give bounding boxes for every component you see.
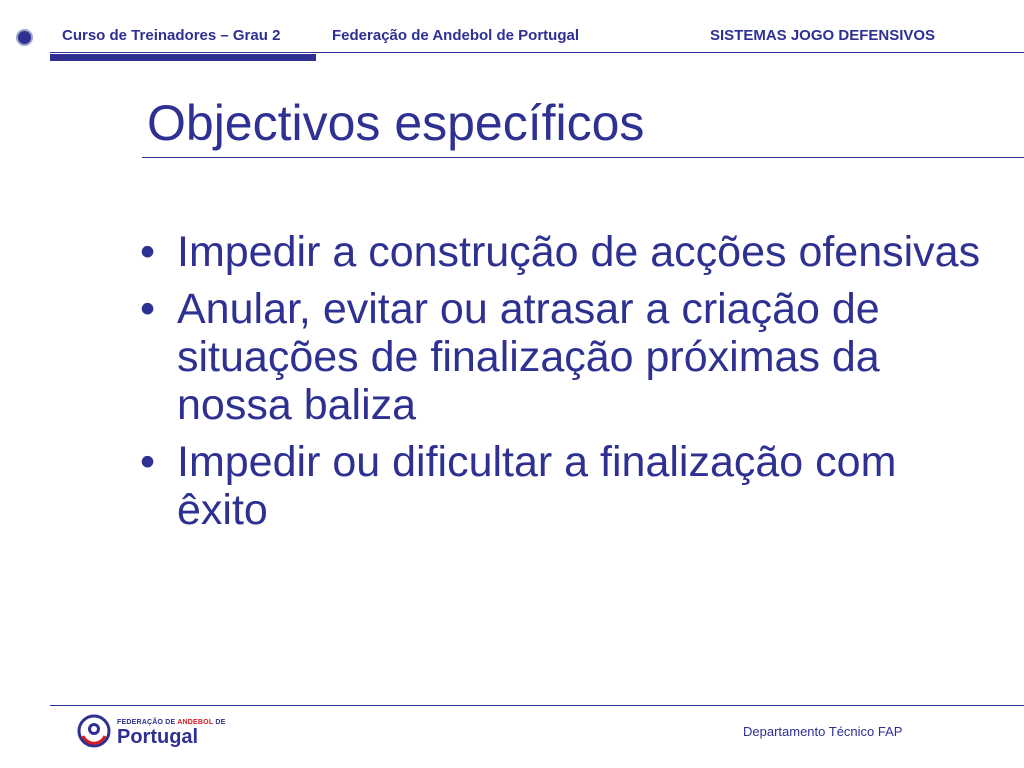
- header-course: Curso de Treinadores – Grau 2: [62, 27, 281, 44]
- bullet-icon: •: [140, 438, 156, 486]
- bullet-text: Impedir a construção de acções ofensivas: [177, 228, 981, 276]
- bullet-text: Anular, evitar ou atrasar a criação de situações de finalização próximas da nossa baliza: [177, 285, 880, 429]
- bullet-icon: •: [140, 228, 156, 276]
- department-label: Departamento Técnico FAP: [743, 724, 903, 739]
- footer-divider: [50, 705, 1024, 706]
- list-item: [137, 438, 997, 534]
- list-item: [137, 285, 997, 429]
- header-federation: Federação de Andebol de Portugal: [332, 27, 579, 44]
- title-divider: [142, 157, 1024, 158]
- logo-caption: FEDERAÇÃO DE ANDEBOL DE: [117, 719, 226, 726]
- header-topic: SISTEMAS JOGO DEFENSIVOS: [710, 27, 936, 44]
- header-divider: [50, 52, 1024, 53]
- bullet-list: [137, 228, 997, 543]
- bullet-dot-icon: [16, 29, 33, 46]
- logo-wordmark: Portugal: [117, 726, 199, 748]
- handball-emblem-icon: [77, 714, 111, 748]
- bullet-text: Impedir ou dificultar a finalização com êxito: [177, 438, 897, 534]
- federation-logo: [77, 712, 226, 752]
- list-item: [137, 228, 997, 276]
- header-accent-bar: [50, 54, 316, 61]
- slide-title: Objectivos específicos: [147, 95, 645, 151]
- bullet-icon: •: [140, 285, 156, 333]
